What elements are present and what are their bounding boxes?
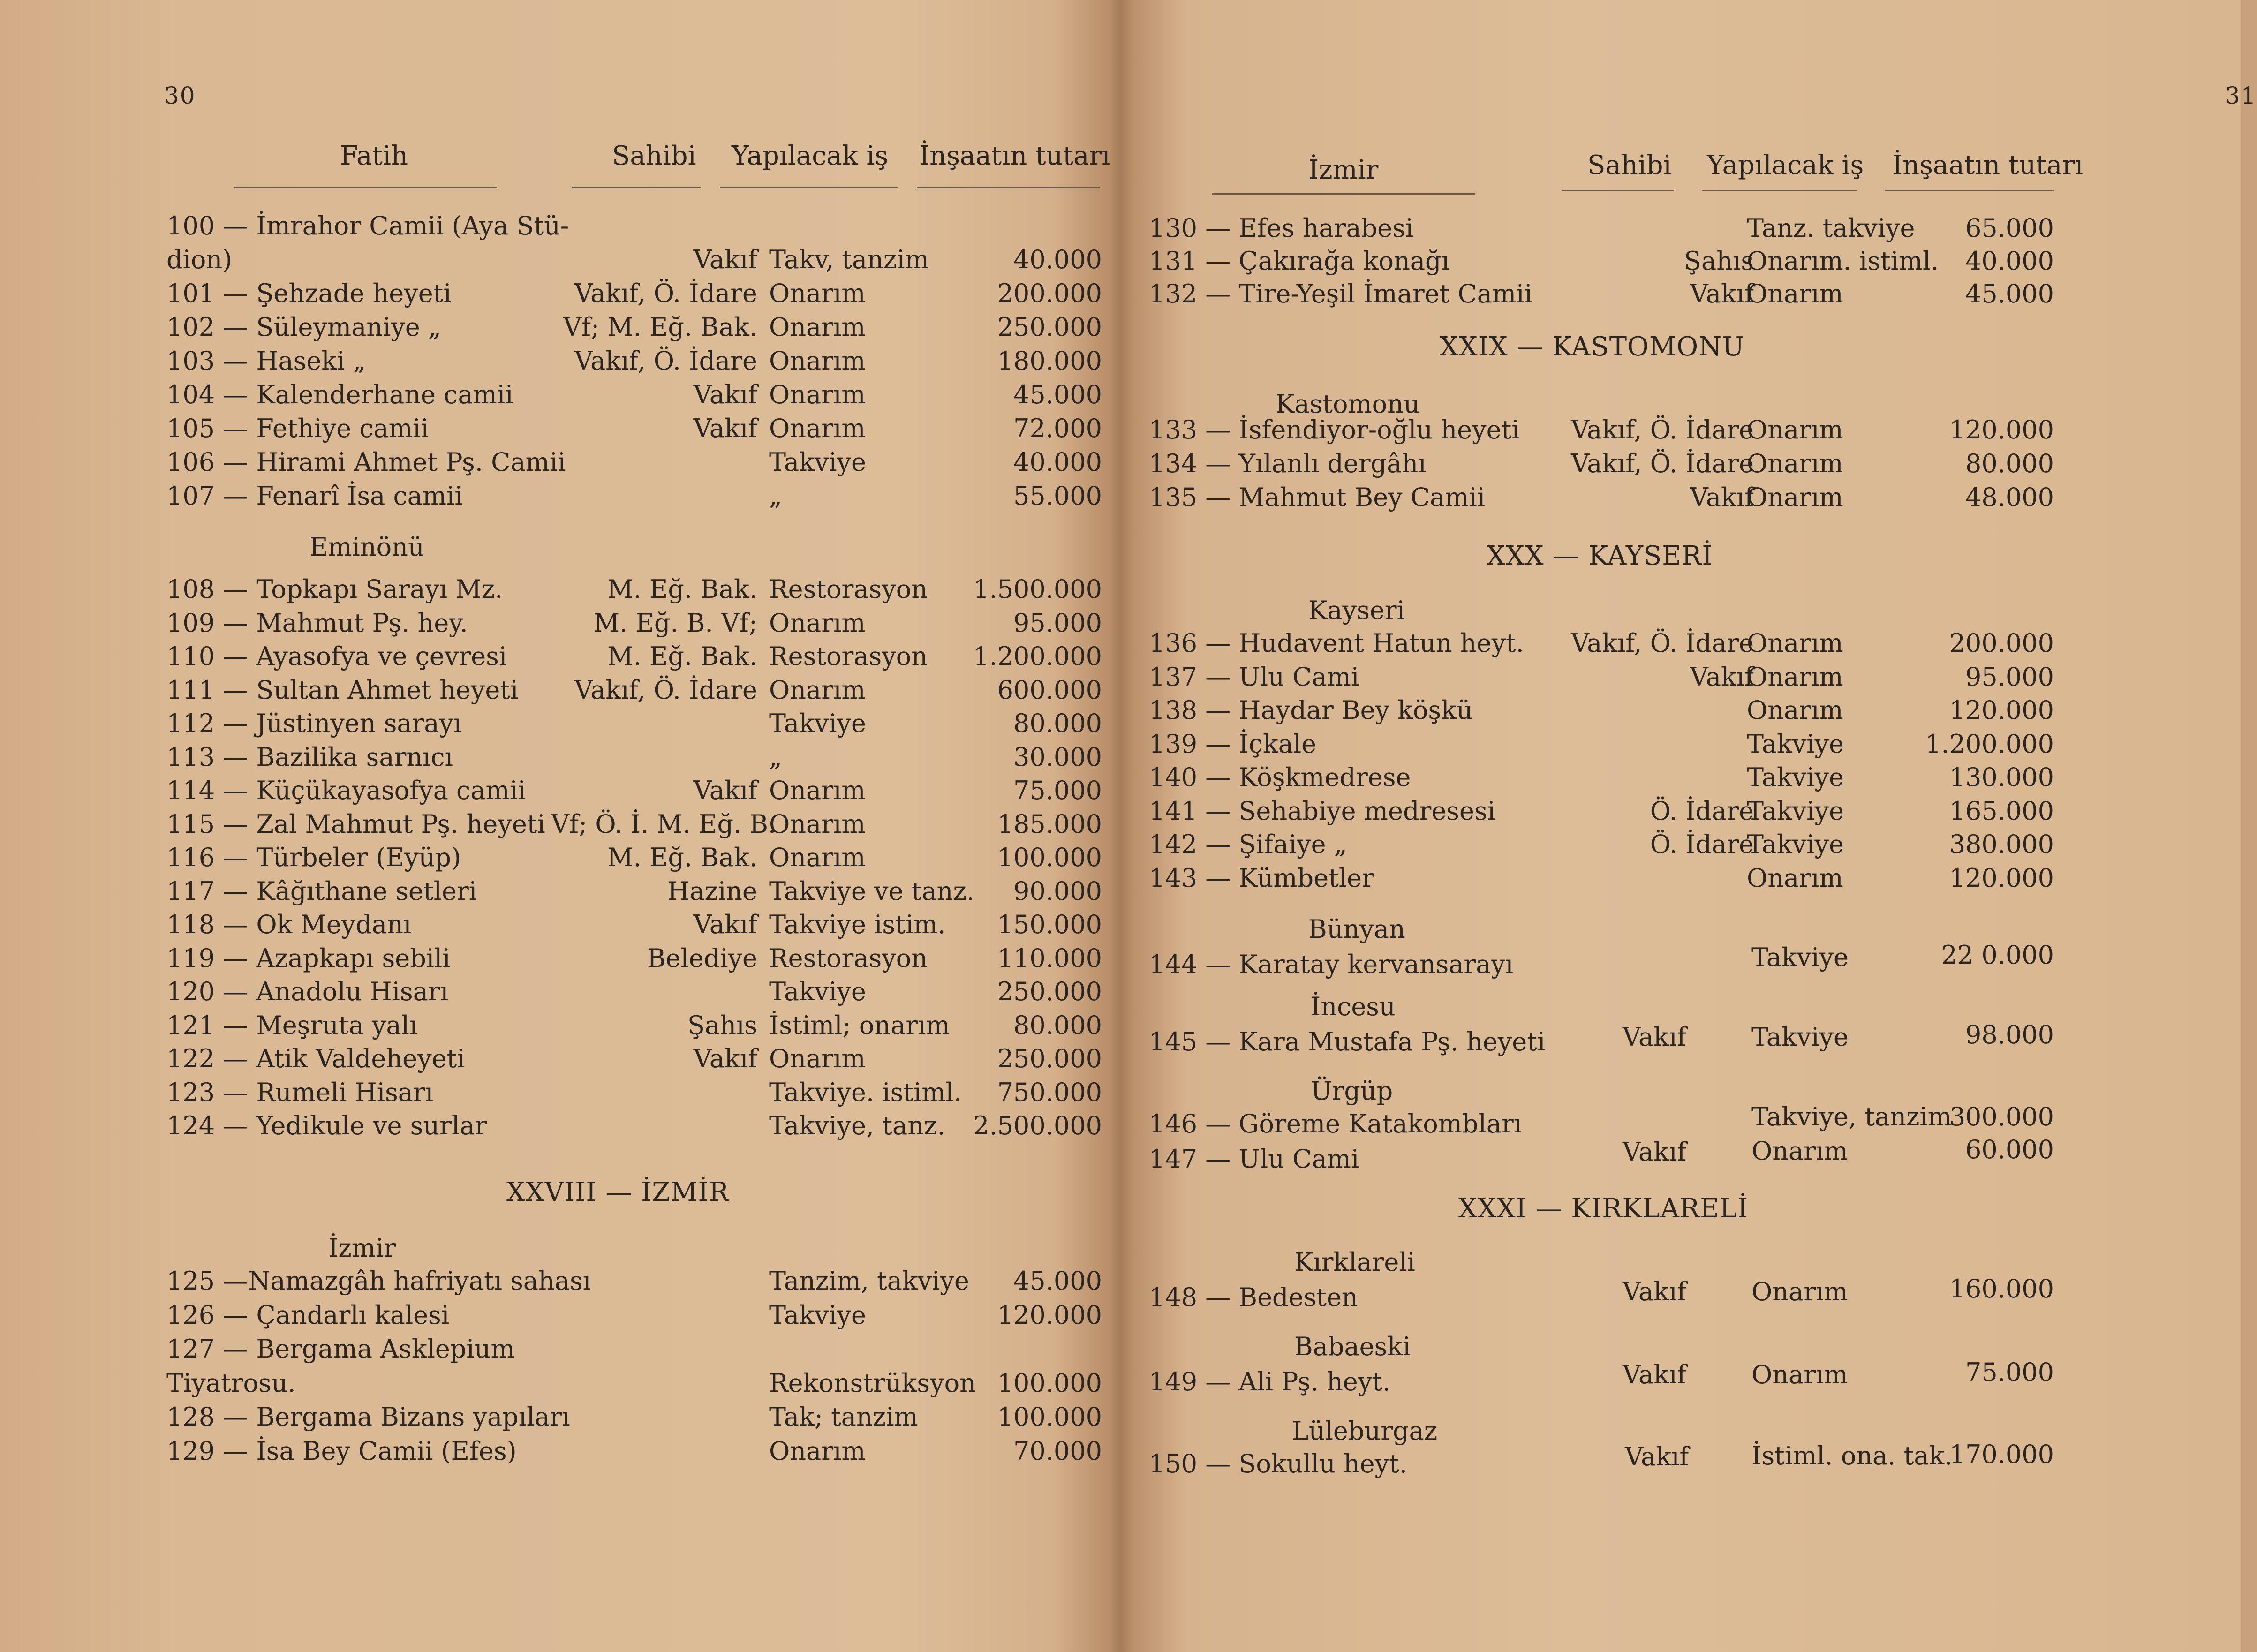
list-item-work: Takviye [1747, 729, 1844, 759]
list-item-owner: Vakıf [693, 910, 757, 939]
list-item-name: 146 — Göreme Katakombları [1149, 1109, 1522, 1139]
list-item-owner: Vakıf, Ö. İdare [574, 675, 757, 705]
subheading: İncesu [1311, 992, 1396, 1021]
list-item-name: 128 — Bergama Bizans yapıları [166, 1402, 570, 1432]
list-item-work: Onarım [1747, 628, 1843, 658]
list-item-name: 102 — Süleymaniye „ [166, 312, 441, 342]
list-item-cost: 60.000 [1965, 1135, 2054, 1164]
list-item-work: Takviye [769, 709, 866, 738]
list-item-work: Onarım [1747, 449, 1843, 478]
list-item-cost: 65.000 [1965, 213, 2054, 243]
list-item-cost: 1.200.000 [1925, 729, 2054, 759]
list-item-work: Rekonstrüksyon [769, 1368, 976, 1398]
list-item-cost: 2.500.000 [973, 1111, 1102, 1140]
list-item-name: 143 — Kümbetler [1149, 863, 1374, 893]
header-owner: Sahibi [612, 141, 696, 171]
header-region: İzmir [1308, 155, 1379, 185]
list-item-name: 148 — Bedesten [1149, 1282, 1358, 1312]
list-item-cost: 98.000 [1965, 1020, 2054, 1049]
list-item-name: 114 — Küçükayasofya camii [166, 776, 526, 805]
list-item-name: 119 — Azapkapı sebili [166, 943, 451, 973]
subheading: Ürgüp [1311, 1076, 1393, 1106]
list-item-work: Onarım [1747, 695, 1843, 725]
list-item-cost: 120.000 [1949, 415, 2054, 445]
list-item-cost: 120.000 [997, 1300, 1102, 1330]
list-item-name: 149 — Ali Pş. heyt. [1149, 1367, 1391, 1396]
list-item-cost: 70.000 [1013, 1436, 1102, 1466]
list-item-work: Restorasyon [769, 641, 928, 671]
list-item-name: 104 — Kalenderhane camii [166, 380, 513, 409]
list-item-owner: Vf; M. Eğ. Bak. [563, 312, 757, 342]
list-item-work: Tanzim, takviye [769, 1266, 969, 1296]
list-item-cost: 45.000 [1013, 1266, 1102, 1296]
list-item-cost: 200.000 [997, 279, 1102, 308]
list-item-work: Takviye [769, 1300, 866, 1330]
list-item-owner: Vakıf [1623, 1022, 1687, 1052]
subheading: Kastomonu [1276, 389, 1420, 419]
subheading: Eminönü [309, 532, 424, 562]
list-item-cost: 250.000 [997, 977, 1102, 1006]
list-item-owner: Şahıs [687, 1010, 757, 1040]
list-item-work: Onarım [769, 312, 866, 342]
list-item-name: 122 — Atik Valdeheyeti [166, 1044, 465, 1073]
list-item-work: Onarım [769, 608, 866, 638]
list-item-cost: 110.000 [997, 943, 1102, 973]
list-item-work: Onarım [1747, 662, 1843, 692]
list-item-owner: Vakıf [1690, 662, 1754, 692]
list-item-work: Takviye [1751, 1022, 1849, 1052]
list-item-cost: 750.000 [997, 1077, 1102, 1107]
list-item-name: 101 — Şehzade heyeti [166, 279, 452, 308]
list-item-owner: Vakıf, Ö. İdare [1571, 628, 1754, 658]
list-item-name: dion) [166, 245, 233, 274]
list-item-name: 112 — Jüstinyen sarayı [166, 709, 462, 738]
list-item-cost: 95.000 [1965, 662, 2054, 692]
header-rule [720, 187, 898, 188]
list-item-name: 137 — Ulu Cami [1149, 662, 1359, 692]
list-item-cost: 120.000 [1949, 863, 2054, 893]
list-item-owner: Vakıf [693, 776, 757, 805]
list-item-name: 133 — İsfendiyor-oğlu heyeti [1149, 415, 1520, 445]
subheading: Kırklareli [1294, 1247, 1415, 1277]
list-item-cost: 45.000 [1965, 279, 2054, 309]
left-page [0, 0, 1121, 1652]
list-item-work: Takv, tanzim [769, 245, 929, 274]
list-item-work: Takviye. istiml. [769, 1077, 962, 1107]
list-item-cost: 72.000 [1013, 414, 1102, 443]
list-item-work: Takviye ve tanz. [769, 876, 975, 906]
page-number: 31 [2225, 82, 2257, 109]
list-item-name: Tiyatrosu. [166, 1368, 296, 1398]
list-item-owner: M. Eğ. Bak. [607, 574, 757, 604]
list-item-name: 108 — Topkapı Sarayı Mz. [166, 574, 503, 604]
list-item-work: Onarım [1747, 279, 1843, 309]
header-owner: Sahibi [1587, 150, 1672, 181]
list-item-name: 109 — Mahmut Pş. hey. [166, 608, 468, 638]
list-item-cost: 100.000 [997, 843, 1102, 872]
list-item-work: Onarım [1751, 1360, 1848, 1389]
list-item-name: 130 — Efes harabesi [1149, 213, 1414, 243]
list-item-name: 116 — Türbeler (Eyüp) [166, 843, 461, 872]
list-item-work: Takviye, tanz. [769, 1111, 945, 1140]
list-item-work: Onarım [769, 675, 866, 705]
list-item-work: Restorasyon [769, 574, 928, 604]
list-item-cost: 95.000 [1013, 608, 1102, 638]
page-number: 30 [164, 82, 196, 109]
list-item-owner: Vakıf, Ö. İdare [574, 346, 757, 376]
list-item-cost: 180.000 [997, 346, 1102, 376]
list-item-name: 124 — Yedikule ve surlar [166, 1111, 487, 1140]
subheading: İzmir [328, 1233, 396, 1263]
header-rule [1212, 193, 1475, 195]
list-item-cost: 300.000 [1949, 1102, 2054, 1132]
list-item-cost: 100.000 [997, 1402, 1102, 1432]
header-region: Fatih [340, 141, 408, 171]
list-item-work: Onarım [769, 1044, 866, 1073]
list-item-owner: Ö. İdare [1650, 830, 1754, 859]
list-item-name: 144 — Karatay kervansarayı [1149, 950, 1514, 979]
list-item-name: 106 — Hirami Ahmet Pş. Camii [166, 447, 566, 477]
list-item-work: Onarım [769, 346, 866, 376]
list-item-owner: Ö. İdare [1650, 796, 1754, 826]
list-item-name: 107 — Fenarî İsa camii [166, 481, 463, 511]
list-item-name: 120 — Anadolu Hisarı [166, 977, 449, 1006]
list-item-cost: 380.000 [1949, 830, 2054, 859]
list-item-owner: Hazine [667, 876, 757, 906]
header-rule [1702, 190, 1857, 191]
list-item-cost: 22 0.000 [1941, 940, 2054, 970]
list-item-name: 121 — Meşruta yalı [166, 1010, 418, 1040]
list-item-owner: Vf; Ö. İ. M. Eğ. B. [551, 809, 777, 839]
list-item-owner: Vakıf [1623, 1360, 1687, 1389]
list-item-cost: 100.000 [997, 1368, 1102, 1398]
list-item-work: Onarım [769, 776, 866, 805]
list-item-name: 145 — Kara Mustafa Pş. heyeti [1149, 1027, 1546, 1056]
list-item-owner: Vakıf [1690, 483, 1754, 512]
list-item-work: Onarım [769, 843, 866, 872]
list-item-work: Onarım [1747, 415, 1843, 445]
list-item-cost: 75.000 [1013, 776, 1102, 805]
list-item-work: Takviye, tanzim [1751, 1102, 1952, 1132]
section-heading: XXX — KAYSERİ [1487, 541, 1713, 571]
list-item-work: Onarım [769, 380, 866, 409]
list-item-cost: 185.000 [997, 809, 1102, 839]
list-item-owner: Vakıf [1623, 1277, 1687, 1306]
header-cost: İnşaatın tutarı [1892, 150, 2083, 181]
list-item-name: 113 — Bazilika sarnıcı [166, 742, 453, 772]
list-item-name: 150 — Sokullu heyt. [1149, 1449, 1407, 1479]
list-item-work: Takviye [769, 977, 866, 1006]
list-item-name: 129 — İsa Bey Camii (Efes) [166, 1436, 517, 1466]
list-item-owner: Vakıf [1625, 1442, 1689, 1471]
list-item-cost: 250.000 [997, 312, 1102, 342]
list-item-work: Tanz. takviye [1747, 213, 1915, 243]
list-item-cost: 40.000 [1013, 447, 1102, 477]
list-item-work: „ [769, 742, 782, 772]
list-item-work: Onarım [1751, 1277, 1848, 1306]
list-item-name: 105 — Fethiye camii [166, 414, 429, 443]
list-item-name: 118 — Ok Meydanı [166, 910, 412, 939]
list-item-work: Takviye [769, 447, 866, 477]
list-item-cost: 150.000 [997, 910, 1102, 939]
list-item-cost: 75.000 [1965, 1358, 2054, 1387]
list-item-work: Restorasyon [769, 943, 928, 973]
list-item-owner: M. Eğ. Bak. [607, 843, 757, 872]
list-item-name: 123 — Rumeli Hisarı [166, 1077, 434, 1107]
list-item-work: „ [769, 481, 782, 511]
list-item-cost: 130.000 [1949, 762, 2054, 792]
list-item-work: Tak; tanzim [769, 1402, 918, 1432]
list-item-cost: 30.000 [1013, 742, 1102, 772]
list-item-name: 147 — Ulu Cami [1149, 1144, 1359, 1174]
section-heading: XXVIII — İZMİR [506, 1177, 729, 1207]
list-item-name: 140 — Köşkmedrese [1149, 762, 1411, 792]
list-item-name: 142 — Şifaiye „ [1149, 830, 1347, 859]
list-item-work: Onarım. istiml. [1747, 246, 1939, 276]
header-rule [917, 187, 1100, 188]
list-item-name: 134 — Yılanlı dergâhı [1149, 449, 1427, 478]
list-item-owner: M. Eğ. B. Vf; [593, 608, 757, 638]
list-item-name: 115 — Zal Mahmut Pş. heyeti [166, 809, 545, 839]
list-item-owner: Şahıs [1684, 246, 1754, 276]
list-item-name: 125 —Namazgâh hafriyatı sahası [166, 1266, 591, 1296]
list-item-name: 110 — Ayasofya ve çevresi [166, 641, 507, 671]
list-item-name: 141 — Sehabiye medresesi [1149, 796, 1495, 826]
header-rule [234, 187, 497, 188]
list-item-cost: 170.000 [1949, 1440, 2054, 1469]
subheading: Bünyan [1308, 914, 1405, 944]
list-item-work: Takviye [1747, 762, 1844, 792]
list-item-work: Takviye istim. [769, 910, 946, 939]
list-item-owner: Vakıf [693, 380, 757, 409]
list-item-owner: M. Eğ. Bak. [607, 641, 757, 671]
list-item-cost: 45.000 [1013, 380, 1102, 409]
list-item-work: Onarım [769, 414, 866, 443]
list-item-owner: Vakıf [1623, 1137, 1687, 1167]
list-item-name: 132 — Tire-Yeşil İmaret Camii [1149, 279, 1532, 309]
list-item-cost: 80.000 [1013, 709, 1102, 738]
list-item-cost: 40.000 [1965, 246, 2054, 276]
header-work: Yapılacak iş [1707, 150, 1864, 181]
list-item-owner: Vakıf, Ö. İdare [1571, 415, 1754, 445]
list-item-owner: Vakıf [693, 414, 757, 443]
list-item-work: Onarım [769, 279, 866, 308]
list-item-cost: 90.000 [1013, 876, 1102, 906]
list-item-work: Takviye [1747, 830, 1844, 859]
list-item-work: Takviye [1751, 943, 1849, 972]
list-item-work: Onarım [1751, 1136, 1848, 1166]
header-rule [1885, 190, 2054, 191]
list-item-cost: 80.000 [1965, 449, 2054, 478]
list-item-cost: 250.000 [997, 1044, 1102, 1073]
section-heading: XXXI — KIRKLARELİ [1458, 1193, 1749, 1224]
list-item-name: 117 — Kâğıthane setleri [166, 876, 477, 906]
section-heading: XXIX — KASTOMONU [1440, 332, 1745, 362]
list-item-name: 126 — Çandarlı kalesi [166, 1300, 450, 1330]
list-item-name: 131 — Çakırağa konağı [1149, 246, 1449, 276]
list-item-name: 127 — Bergama Asklepium [166, 1334, 515, 1364]
list-item-name: 136 — Hudavent Hatun heyt. [1149, 628, 1524, 658]
list-item-name: 100 — İmrahor Camii (Aya Stü- [166, 211, 569, 241]
list-item-work: Onarım [769, 1436, 866, 1466]
list-item-owner: Vakıf, Ö. İdare [1571, 449, 1754, 478]
list-item-name: 139 — İçkale [1149, 729, 1317, 759]
list-item-owner: Vakıf [693, 1044, 757, 1073]
list-item-name: 138 — Haydar Bey köşkü [1149, 695, 1473, 725]
header-work: Yapılacak iş [732, 141, 889, 171]
list-item-name: 111 — Sultan Ahmet heyeti [166, 675, 519, 705]
header-cost: İnşaatın tutarı [919, 141, 1110, 171]
list-item-cost: 55.000 [1013, 481, 1102, 511]
list-item-cost: 600.000 [997, 675, 1102, 705]
header-rule [572, 187, 701, 188]
list-item-cost: 160.000 [1949, 1274, 2054, 1304]
list-item-cost: 40.000 [1013, 245, 1102, 274]
list-item-work: Onarım [1747, 483, 1843, 512]
list-item-work: Takviye [1747, 796, 1844, 826]
list-item-cost: 1.500.000 [973, 574, 1102, 604]
subheading: Babaeski [1294, 1332, 1411, 1361]
list-item-cost: 48.000 [1965, 483, 2054, 512]
list-item-work: Onarım [769, 809, 866, 839]
list-item-work: İstiml. ona. tak. [1751, 1441, 1953, 1471]
list-item-cost: 120.000 [1949, 695, 2054, 725]
list-item-name: 135 — Mahmut Bey Camii [1149, 483, 1486, 512]
list-item-owner: Vakıf, Ö. İdare [574, 279, 757, 308]
subheading: Kayseri [1308, 596, 1405, 625]
list-item-cost: 1.200.000 [973, 641, 1102, 671]
subheading: Lüleburgaz [1292, 1416, 1438, 1446]
right-page [1125, 0, 2257, 1652]
list-item-work: Onarım [1747, 863, 1843, 893]
list-item-cost: 165.000 [1949, 796, 2054, 826]
header-rule [1562, 190, 1674, 191]
list-item-owner: Vakıf [693, 245, 757, 274]
list-item-cost: 80.000 [1013, 1010, 1102, 1040]
list-item-name: 103 — Haseki „ [166, 346, 366, 376]
list-item-owner: Belediye [647, 943, 757, 973]
list-item-work: İstiml; onarım [769, 1010, 950, 1040]
list-item-owner: Vakıf [1690, 279, 1754, 309]
list-item-cost: 200.000 [1949, 628, 2054, 658]
